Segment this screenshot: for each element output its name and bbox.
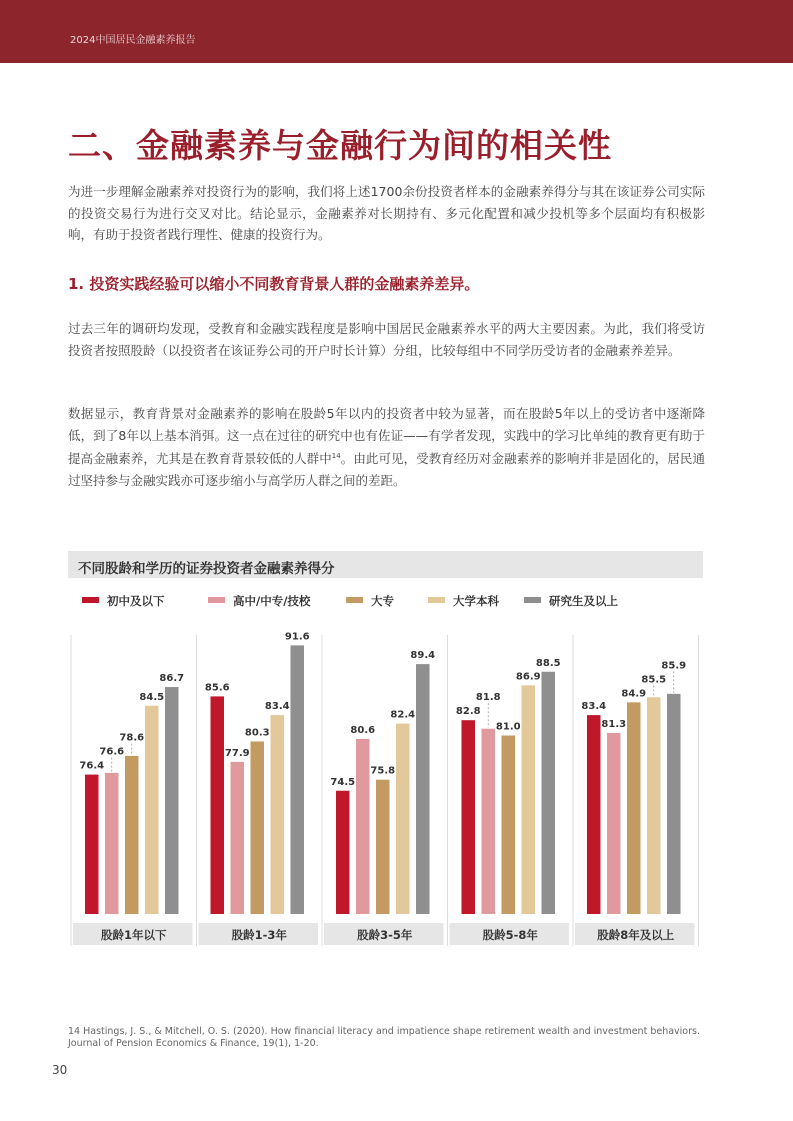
data-label: 84.9 [621, 688, 647, 700]
bar [125, 756, 139, 914]
data-label: 80.3 [244, 727, 270, 739]
data-label: 89.4 [410, 650, 436, 662]
data-label: 77.9 [224, 747, 250, 759]
legend-item [208, 593, 310, 609]
data-label: 74.5 [330, 776, 356, 788]
bar [416, 664, 430, 914]
bar [356, 739, 370, 914]
data-label: 81.3 [601, 718, 627, 730]
data-label: 81.8 [475, 692, 501, 704]
legend-item [524, 593, 618, 609]
data-label: 83.4 [264, 701, 290, 713]
data-label: 82.4 [390, 709, 416, 721]
data-label: 80.6 [350, 724, 376, 736]
subheading: 1. 投资实践经验可以缩小不同教育背景人群的金融素养差异。 [68, 275, 480, 293]
footnote-ref[interactable]: 14 [331, 452, 341, 460]
data-label: 88.5 [535, 657, 561, 669]
bar [502, 736, 516, 915]
legend-swatch [82, 597, 99, 603]
data-label: 84.5 [139, 691, 165, 703]
page-number: 30 [52, 1063, 68, 1077]
legend-item [82, 593, 165, 609]
legend-swatch [428, 597, 445, 603]
bar [145, 706, 159, 914]
x-tick-label: 股龄8年及以上 [597, 928, 675, 942]
bar [211, 696, 225, 914]
bar [85, 775, 99, 914]
data-label: 82.8 [455, 706, 481, 718]
legend-label: 研究生及以上 [549, 594, 618, 608]
data-label: 75.8 [370, 765, 396, 777]
bar [667, 694, 681, 914]
data-label: 83.4 [581, 701, 607, 713]
bar [336, 791, 350, 914]
bar [105, 773, 119, 914]
data-label: 76.4 [79, 760, 105, 772]
data-label: 85.6 [204, 682, 230, 694]
bar [627, 702, 641, 914]
x-tick-label: 股龄3-5年 [357, 928, 413, 942]
chart-plot [68, 631, 703, 951]
bar [607, 733, 621, 914]
header-bar [0, 0, 793, 63]
x-tick-label: 股龄5-8年 [482, 928, 538, 942]
bar [271, 715, 285, 914]
legend-swatch [524, 597, 541, 603]
data-label: 86.9 [515, 671, 541, 683]
x-tick-label: 股龄1年以下 [100, 928, 167, 942]
legend-swatch [208, 597, 225, 603]
data-label: 91.6 [284, 631, 310, 643]
bar [396, 724, 410, 914]
data-label: 85.5 [641, 674, 667, 686]
paragraph-3-text-a: 数据显示，教育背景对金融素养的影响在股龄5年以内的投资者中较为显著，而在股龄5年以上的受访者中逐渐降低，到了8年以上基本消弭。这一点在过往的研究中也有佐证——有学者发现，实践中的学习比单纯的教育更有助于提高金融素养，尤其是在教育背景较低的人群中 [68, 406, 705, 467]
bar [231, 762, 245, 914]
bar [587, 715, 601, 914]
paragraph-3 [68, 403, 705, 491]
legend-label: 大学本科 [453, 594, 499, 608]
bar [376, 780, 390, 914]
bar [251, 741, 265, 914]
x-tick-label: 股龄1-3年 [231, 928, 287, 942]
data-label: 78.6 [119, 732, 145, 744]
data-label: 86.7 [159, 673, 185, 685]
bar [542, 672, 556, 914]
legend-swatch [346, 597, 363, 603]
bar [291, 645, 305, 914]
report-header-title: 2024中国居民金融素养报告 [70, 35, 196, 46]
bar-chart [68, 551, 703, 956]
paragraph-3-text-b: 。由此可见，受教育经历对金融素养的影响并非是固化的，居民通过坚持参与金融实践亦可逐步缩小与高学历人群之间的差距。 [68, 451, 705, 488]
chart-title-bar [68, 551, 703, 578]
bar [482, 729, 496, 914]
data-label: 76.6 [99, 746, 125, 758]
legend-item [428, 593, 499, 609]
paragraph-2: 过去三年的调研均发现，受教育和金融实践程度是影响中国居民金融素养水平的两大主要因素。为此，我们将受访投资者按照股龄（以投资者在该证券公司的开户时长计算）分组，比较每组中不同学历受访者的金融素养差异。 [68, 321, 705, 358]
bar [647, 697, 661, 914]
data-label: 81.0 [495, 721, 521, 733]
bar [165, 687, 179, 914]
legend-label: 初中及以下 [107, 594, 165, 608]
legend-item [346, 593, 394, 609]
section-title: 二、金融素养与金融行为间的相关性 [68, 126, 612, 165]
legend-label: 高中/中专/技校 [233, 594, 311, 608]
legend-label: 大专 [371, 594, 394, 608]
bar [522, 685, 536, 914]
intro-paragraph: 为进一步理解金融素养对投资行为的影响，我们将上述1700余份投资者样本的金融素养得分与其在该证券公司实际的投资交易行为进行交叉对比。结论显示，金融素养对长期持有、多元化配置和减少投机等多个层面均有积极影响，有助于投资者践行理性、健康的投资行为。 [68, 184, 705, 242]
data-label: 85.9 [661, 660, 687, 672]
footnote: 14 Hastings, J. S., & Mitchell, O. S. (2020). How financial literacy and impatience shape retirement wealth and investment behaviors. Journal of Pension Economics & Finance, 19(1), 1-20. [68, 1026, 700, 1049]
bar [462, 720, 476, 914]
chart-title: 不同股龄和学历的证券投资者金融素养得分 [78, 561, 335, 577]
